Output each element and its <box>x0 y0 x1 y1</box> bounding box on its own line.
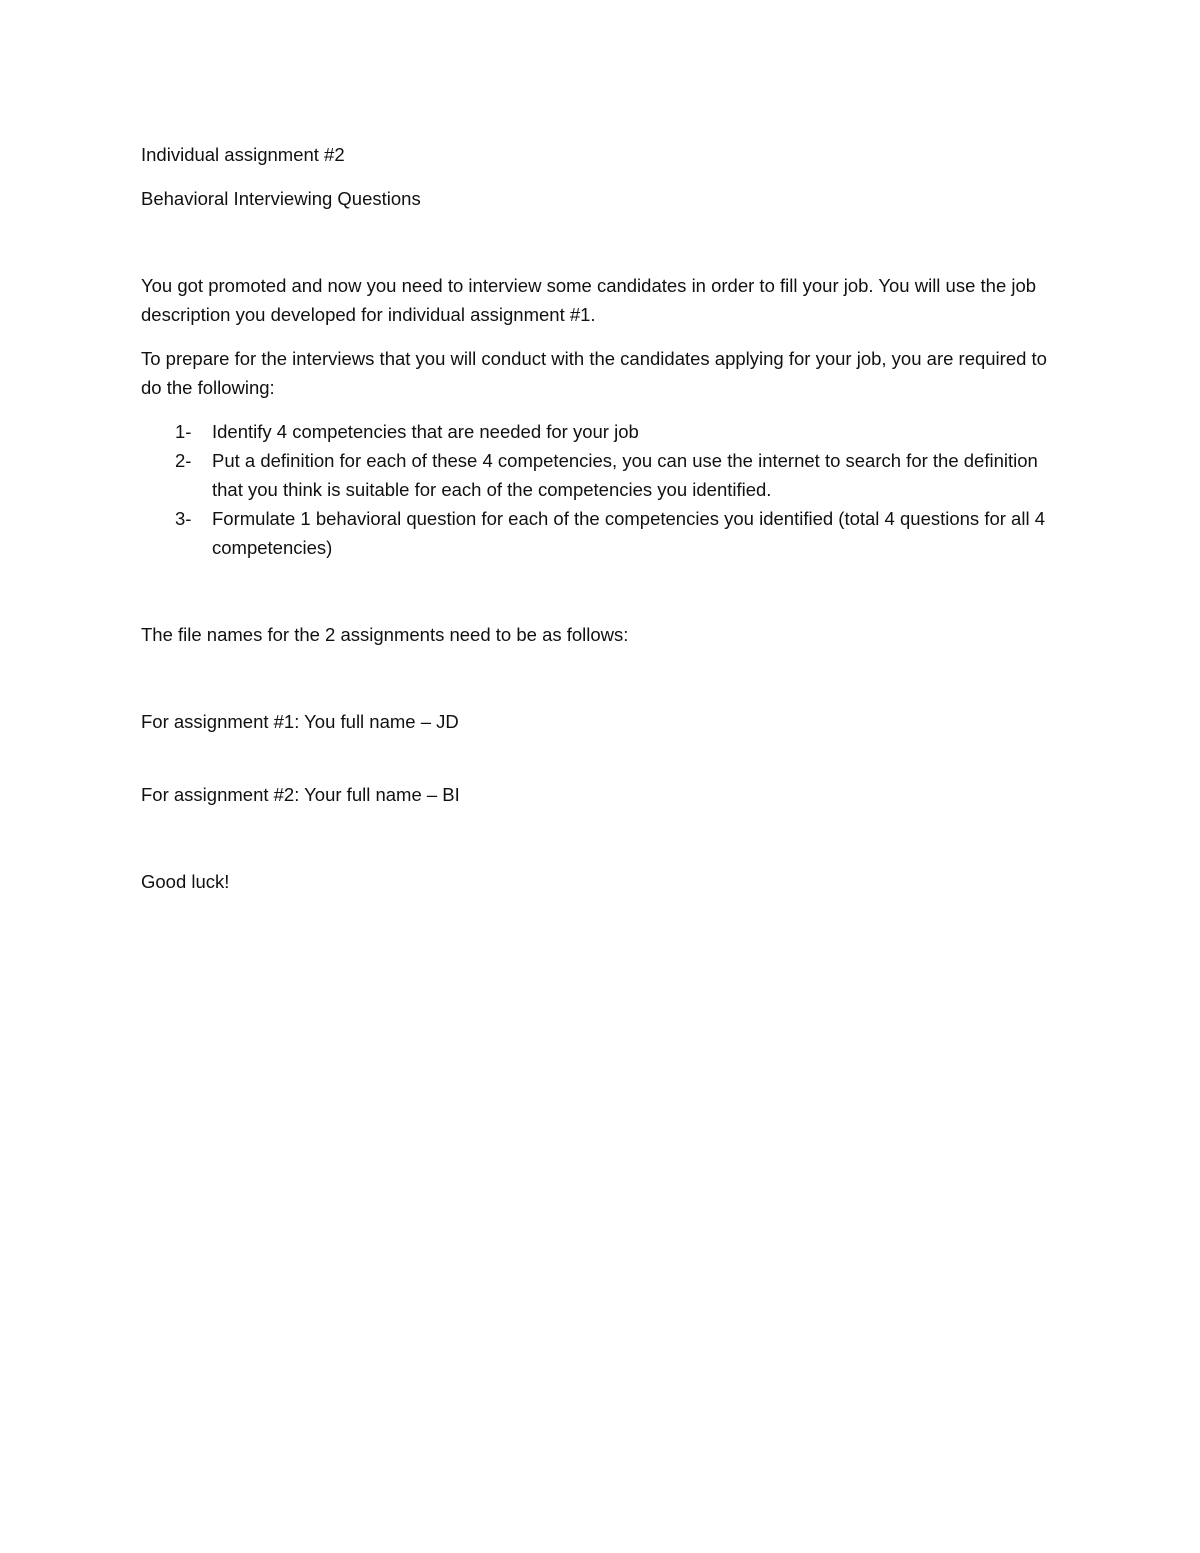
document-subtitle: Behavioral Interviewing Questions <box>141 188 421 209</box>
document-body <box>141 140 1061 896</box>
list-item <box>141 504 1061 562</box>
list-marker: 2- <box>175 450 192 471</box>
list-item-text: Identify 4 competencies that are needed for your job <box>212 421 639 442</box>
intro-paragraph: You got promoted and now you need to interview some candidates in order to fill your job. You will use the job description you developed for individual assignment #1. <box>141 275 1037 325</box>
closing-line: Good luck! <box>141 871 230 892</box>
list-item-text: Put a definition for each of these 4 competencies, you can use the internet to search for the definition that you think is suitable for each of the competencies you identified. <box>212 450 1038 500</box>
document-title: Individual assignment #2 <box>141 144 345 165</box>
instructions-paragraph: To prepare for the interviews that you will conduct with the candidates applying for your job, you are required to do the following: <box>141 348 1047 398</box>
file-name-assignment-1: For assignment #1: You full name – JD <box>141 711 459 732</box>
task-list <box>141 417 1061 562</box>
file-name-assignment-2: For assignment #2: Your full name – BI <box>141 784 460 805</box>
list-marker: 3- <box>175 508 192 529</box>
list-marker: 1- <box>175 421 192 442</box>
list-item <box>141 446 1061 504</box>
list-item-text: Formulate 1 behavioral question for each of the competencies you identified (total 4 questions for all 4 competencies) <box>212 508 1045 558</box>
file-names-intro: The file names for the 2 assignments need to be as follows: <box>141 624 629 645</box>
list-item <box>141 417 1061 446</box>
